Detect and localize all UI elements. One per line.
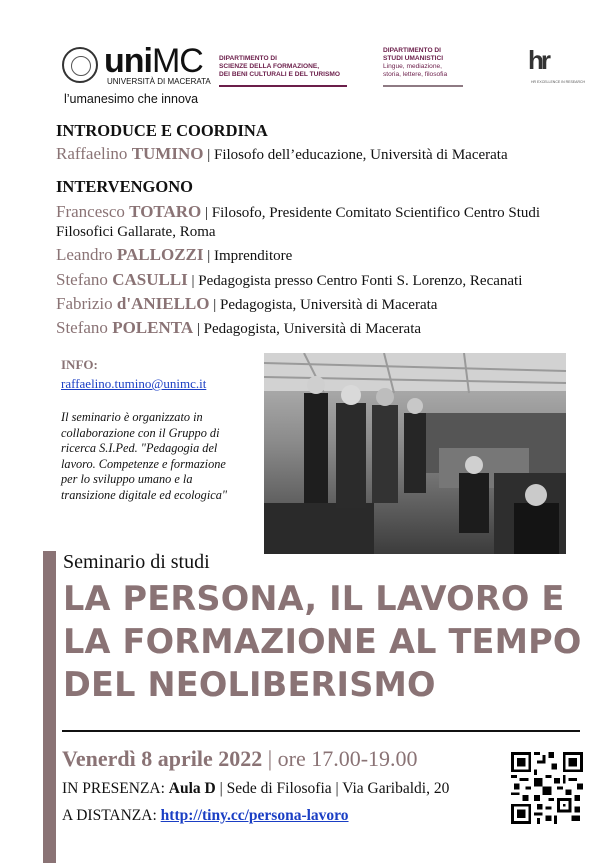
event-title: LA PERSONA, IL LAVORO E LA FORMAZIONE AL TEMPO DEL NEOLIBERISMO [63, 579, 582, 704]
hr-excellence-subtitle: HR EXCELLENCE IN RESEARCH [531, 80, 586, 84]
university-subtitle: UNIVERSITÀ DI MACERATA [107, 77, 211, 86]
organization-note: Il seminario è organizzato in collaborazione con il Gruppo di ricerca S.I.Ped. "Pedagogia del lavoro. Competenze e formazione per lo sviluppo umano e la transizione digitale ed ecologica" [61, 410, 228, 502]
event-remote-line: A DISTANZA: http://tiny.cc/persona-lavoro [62, 807, 349, 824]
qr-code-icon [511, 752, 583, 824]
university-tagline: l’umanesimo che innova [64, 92, 199, 106]
coordinator-heading: INTRODUCE E COORDINA [56, 121, 268, 140]
speaker-line: Fabrizio d'ANIELLO | Pedagogista, Università di Macerata [56, 294, 438, 313]
event-date-line: Venerdì 8 aprile 2022 | ore 17.00-19.00 [62, 746, 418, 771]
speaker-line: Leandro PALLOZZI | Imprenditore [56, 245, 293, 264]
hr-excellence-logo: hr [528, 45, 548, 75]
event-kicker: Seminario di studi [63, 551, 210, 573]
title-divider [62, 730, 580, 732]
university-seal-logo [62, 47, 98, 83]
factory-workers-photo [264, 353, 566, 554]
remote-link[interactable]: http://tiny.cc/persona-lavoro [160, 807, 349, 824]
department-formazione-logo: DIPARTIMENTO DI SCIENZE DELLA FORMAZIONE, DEI BENI CULTURALI E DEL TURISMO [219, 55, 347, 87]
department-studi-umanistici-logo: DIPARTIMENTO DI STUDI UMANISTICI Lingue, mediazione, storia, lettere, filosofia [383, 47, 463, 87]
event-presence-line: IN PRESENZA: Aula D | Sede di Filosofia | Via Garibaldi, 20 [62, 780, 450, 797]
coordinator-line: Raffaelino TUMINO | Filosofo dell’educazione, Università di Macerata [56, 144, 508, 163]
speaker-line: Stefano POLENTA | Pedagogista, Università di Macerata [56, 318, 422, 337]
info-heading: INFO: [61, 357, 98, 372]
speakers-heading: INTERVENGONO [56, 177, 193, 196]
speaker-line: Stefano CASULLI | Pedagogista presso Centro Fonti S. Lorenzo, Recanati [56, 270, 523, 289]
speaker-line: Francesco TOTARO | Filosofo, Presidente Comitato Scientifico Centro Studi Filosofici Gallarate, Roma [56, 202, 541, 240]
unimc-logo: uniMC [104, 42, 203, 80]
accent-side-band [43, 551, 56, 863]
contact-email-link[interactable]: raffaelino.tumino@unimc.it [61, 376, 207, 391]
